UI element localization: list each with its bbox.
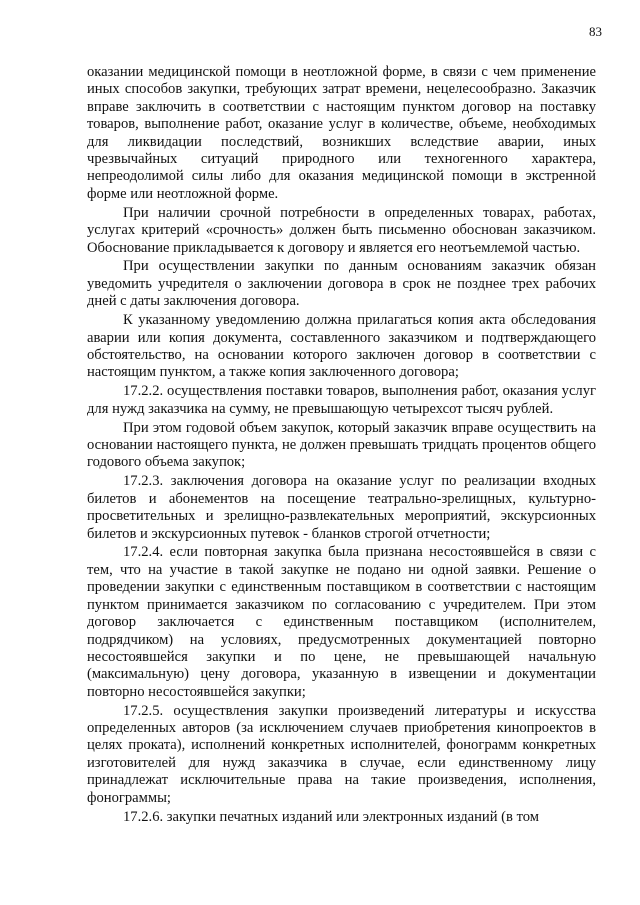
paragraph: 17.2.3. заключения договора на оказание услуг по реализации входных билетов и абонементов на посещение театрально-зрелищных, культурно-просветительных и зрелищно-развлекательных мероприятий, экскурсионных билетов и экскурсионных путевок - бланков строгой отчетности;	[87, 473, 596, 542]
paragraph: При этом годовой объем закупок, который заказчик вправе осуществить на основании настоящего пункта, не должен превышать тридцать процентов общего годового объема закупок;	[87, 419, 596, 471]
paragraph: 17.2.2. осуществления поставки товаров, выполнения работ, оказания услуг для нужд заказчика на сумму, не превышающую четырехсот тысяч рублей.	[87, 383, 596, 417]
paragraph: 17.2.6. закупки печатных изданий или электронных изданий (в том	[123, 808, 540, 825]
document-body	[87, 64, 596, 826]
page-number: 83	[589, 24, 602, 39]
paragraph: 17.2.4. если повторная закупка была признана несостоявшейся в связи с тем, что на участие в такой закупке не подано ни одной заявки. Решение о проведении закупки с единственным поставщиком в соответствии с настоящим пунктом принимается заказчиком по согласованию с учредителем. При этом договор заключается с единственным поставщиком (исполнителем, подрядчиком) на условиях, предусмотренных документацией повторно несостоявшейся закупки и по цене, не превышающей начальную (максимальную) цену договора, указанную в извещении и документации повторно несостоявшейся закупки;	[87, 544, 596, 700]
paragraph: К указанному уведомлению должна прилагаться копия акта обследования аварии или копия документа, составленного заказчиком и подтверждающего обстоятельство, на основании которого заключен договор в соответствии с настоящим пунктом, а также копия заключенного договора;	[87, 312, 596, 381]
paragraph: При наличии срочной потребности в определенных товарах, работах, услугах критерий «срочность» должен быть письменно обоснован заказчиком. Обоснование прикладывается к договору и является его неотъемлемой частью.	[87, 204, 596, 256]
paragraph: оказании медицинской помощи в неотложной форме, в связи с чем применение иных способов закупки, требующих затрат времени, нецелесообразно. Заказчик вправе заключить в соответствии с настоящим пунктом договор на поставку товаров, выполнение работ, оказание услуг в количестве, объеме, необходимых для ликвидации последствий, возникших вследствие аварии, иных чрезвычайных ситуаций природного или техногенного характера, непреодолимой силы либо для оказания медицинской помощи в экстренной форме или неотложной форме.	[87, 64, 596, 202]
paragraph: При осуществлении закупки по данным основаниям заказчик обязан уведомить учредителя о заключении договора в срок не позднее трех рабочих дней с даты заключения договора.	[87, 258, 596, 310]
paragraph: 17.2.5. осуществления закупки произведений литературы и искусства определенных авторов (за исключением случаев приобретения кинопроектов в целях проката), исполнений конкретных исполнителей, фонограмм конкретных изготовителей для нужд заказчика в случае, если единственному лицу принадлежат исключительные права на такие произведения, исполнения, фонограммы;	[87, 702, 596, 806]
